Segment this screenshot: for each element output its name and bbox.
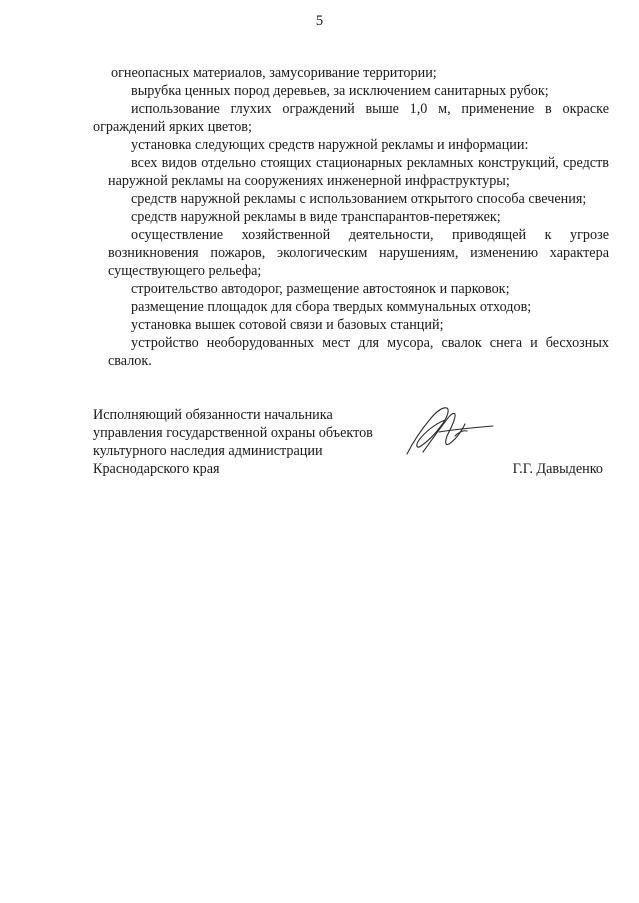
paragraph: всех видов отдельно стоящих стационарных рекламных конструкций, средств наружной рекламы на сооружениях инженерной инфраструктуры; [108, 155, 609, 189]
signatory-title-line: Краснодарского края [93, 461, 220, 477]
handwritten-signature-icon [403, 402, 499, 460]
paragraph: устройство необорудованных мест для мусора, свалок снега и бесхозных свалок. [108, 335, 609, 369]
paragraph: вырубка ценных пород деревьев, за исключением санитарных рубок; [131, 83, 549, 99]
paragraph: использование глухих ограждений выше 1,0 м, применение в окраске ограждений ярких цветов; [93, 101, 609, 135]
paragraph: размещение площадок для сбора твердых коммунальных отходов; [131, 299, 532, 315]
document-body [93, 64, 609, 370]
paragraph: установка вышек сотовой связи и базовых станций; [131, 317, 444, 333]
paragraph: осуществление хозяйственной деятельности, приводящей к угрозе возникновения пожаров, экологическим нарушениям, изменению характера существующего рельефа; [108, 227, 609, 279]
signatory-title-line: Исполняющий обязанности начальника [93, 407, 333, 423]
signatory-title-line: управления государственной охраны объектов [93, 425, 373, 441]
paragraph: средств наружной рекламы в виде транспарантов-перетяжек; [131, 209, 501, 225]
paragraph: строительство автодорог, размещение автостоянок и парковок; [131, 281, 510, 297]
paragraph: установка следующих средств наружной рекламы и информации: [131, 137, 529, 153]
signatory-title-line: культурного наследия администрации [93, 443, 323, 459]
signatory-name: Г.Г. Давыденко [512, 461, 603, 477]
paragraph: огнеопасных материалов, замусоривание территории; [111, 65, 437, 81]
paragraph: средств наружной рекламы с использованием открытого способа свечения; [131, 191, 587, 207]
signatory-title [93, 406, 393, 478]
page-number: 5 [315, 13, 324, 29]
